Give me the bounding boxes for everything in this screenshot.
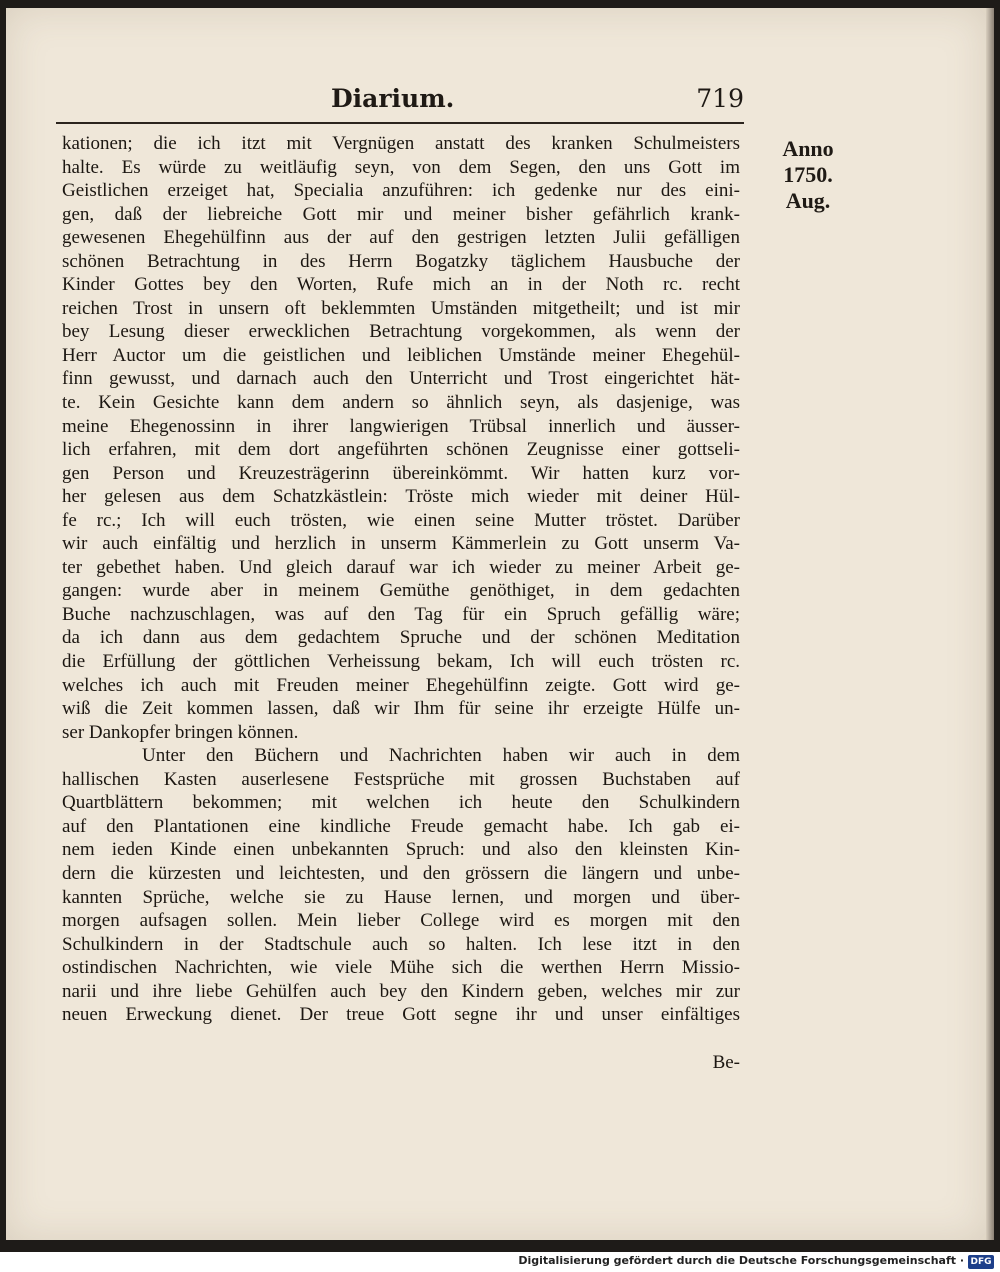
dfg-logo-icon[interactable]: DFG — [968, 1255, 994, 1269]
text-line: finn gewusst, und darnach auch den Unterricht und Trost eingerichtet hät- — [62, 368, 740, 390]
footer-bar — [0, 1252, 1000, 1272]
text-line: gen Person und Kreuzesträgerinn übereinkömmt. Wir hatten kurz vor- — [62, 462, 740, 484]
text-line: lich erfahren, mit dem dort angeführten schönen Zeugnisse einer gottseli- — [62, 439, 740, 461]
text-line: Buche nachzuschlagen, was auf den Tag für ein Spruch gefällig wäre; — [62, 603, 740, 625]
text-line: Quartblättern bekommen; mit welchen ich heute den Schulkindern — [62, 792, 740, 814]
margin-note — [768, 136, 848, 214]
margin-note-line: Aug. — [785, 188, 831, 213]
text-line: kannten Sprüche, welche sie zu Hause lernen, und morgen und über- — [62, 886, 740, 908]
page-edge — [986, 8, 994, 1240]
running-title: Diarium. — [331, 84, 455, 113]
text-line: hallischen Kasten auserlesene Festsprüche mit grossen Buchstaben auf — [62, 768, 740, 790]
body-text — [62, 132, 740, 1027]
text-line: da ich dann aus dem gedachtem Spruche und der schönen Meditation — [62, 627, 740, 649]
text-line: meine Ehegenossinn in ihrer langwierigen Trübsal innerlich und äusser- — [62, 415, 740, 437]
text-line: Kinder Gottes bey den Worten, Rufe mich an in der Noth rc. recht — [62, 274, 740, 296]
text-line: dern die kürzesten und leichtesten, und den grössern die längern und unbe- — [62, 862, 740, 884]
text-line: wiß die Zeit kommen lassen, daß wir Ihm für seine ihr erzeigte Hülfe un- — [62, 698, 740, 720]
text-line: bey Lesung dieser erwecklichen Betrachtung vorgekommen, als wenn der — [62, 321, 740, 343]
margin-note-line: Anno — [782, 136, 834, 161]
paragraph-2 — [62, 744, 740, 1027]
text-line: her gelesen aus dem Schatzkästlein: Tröste mich wieder mit deiner Hül- — [62, 486, 740, 508]
text-line: welches ich auch mit Freuden meiner Ehegehülfinn zeigte. Gott wird ge- — [62, 674, 740, 696]
text-line: schönen Betrachtung in des Herrn Bogatzky täglichem Hausbuche der — [62, 250, 740, 272]
page-number: 719 — [696, 84, 744, 113]
text-line: gewesenen Ehegehülfinn aus der auf den gestrigen letzten Julii gefälligen — [62, 227, 740, 249]
text-line: morgen aufsagen sollen. Mein lieber College wird es morgen mit den — [62, 910, 740, 932]
margin-note-line: 1750. — [783, 162, 833, 187]
text-line: halte. Es würde zu weitläufig seyn, von dem Segen, den uns Gott im — [62, 156, 740, 178]
text-line: auf den Plantationen eine kindliche Freude gemacht habe. Ich gab ei- — [62, 815, 740, 837]
text-line: narii und ihre liebe Gehülfen auch bey den Kindern geben, welches mir zur — [62, 980, 740, 1002]
text-line: nem ieden Kinde einen unbekannten Spruch: und also den kleinsten Kin- — [62, 839, 740, 861]
text-line: Herr Auctor um die geistlichen und leiblichen Umstände meiner Ehegehül- — [62, 344, 740, 366]
running-head — [56, 80, 744, 124]
text-line: Geistlichen erzeiget hat, Specialia anzuführen: ich gedenke nur des eini- — [62, 180, 740, 202]
paragraph-1 — [62, 132, 740, 744]
text-line: neuen Erweckung dienet. Der treue Gott segne ihr und unser einfältiges — [62, 1004, 740, 1026]
text-line: Schulkindern in der Stadtschule auch so halten. Ich lese itzt in den — [62, 933, 740, 955]
text-line: gangen: wurde aber in meinem Gemüthe genöthiget, in dem gedachten — [62, 580, 740, 602]
text-line: wir auch einfältig und herzlich in unserm Kämmerlein zu Gott unserm Va- — [62, 533, 740, 555]
text-line: fe rc.; Ich will euch trösten, wie einen seine Mutter tröstet. Darüber — [62, 509, 740, 531]
catchword: Be- — [712, 1052, 740, 1073]
funding-credit: Digitalisierung gefördert durch die Deutsche Forschungsgemeinschaft · — [518, 1254, 964, 1267]
text-line: ser Dankopfer bringen können. — [62, 721, 299, 743]
text-line: te. Kein Gesichte kann dem andern so ähnlich seyn, als dasjenige, was — [62, 392, 740, 414]
text-line: ostindischen Nachrichten, wie viele Mühe sich die werthen Herrn Missio- — [62, 957, 740, 979]
text-line: die Erfüllung der göttlichen Verheissung bekam, Ich will euch trösten rc. — [62, 651, 740, 673]
text-line: reichen Trost in unsern oft beklemmten Umständen mitgetheilt; und ist mir — [62, 297, 740, 319]
text-line: kationen; die ich itzt mit Vergnügen anstatt des kranken Schulmeisters — [62, 133, 740, 154]
text-line: gen, daß der liebreiche Gott mir und meiner bisher gefährlich krank- — [62, 203, 740, 225]
text-line: ter gebethet haben. Und gleich darauf war ich wieder zu meiner Arbeit ge- — [62, 556, 740, 578]
text-line: Unter den Büchern und Nachrichten haben wir auch in dem — [142, 745, 740, 767]
